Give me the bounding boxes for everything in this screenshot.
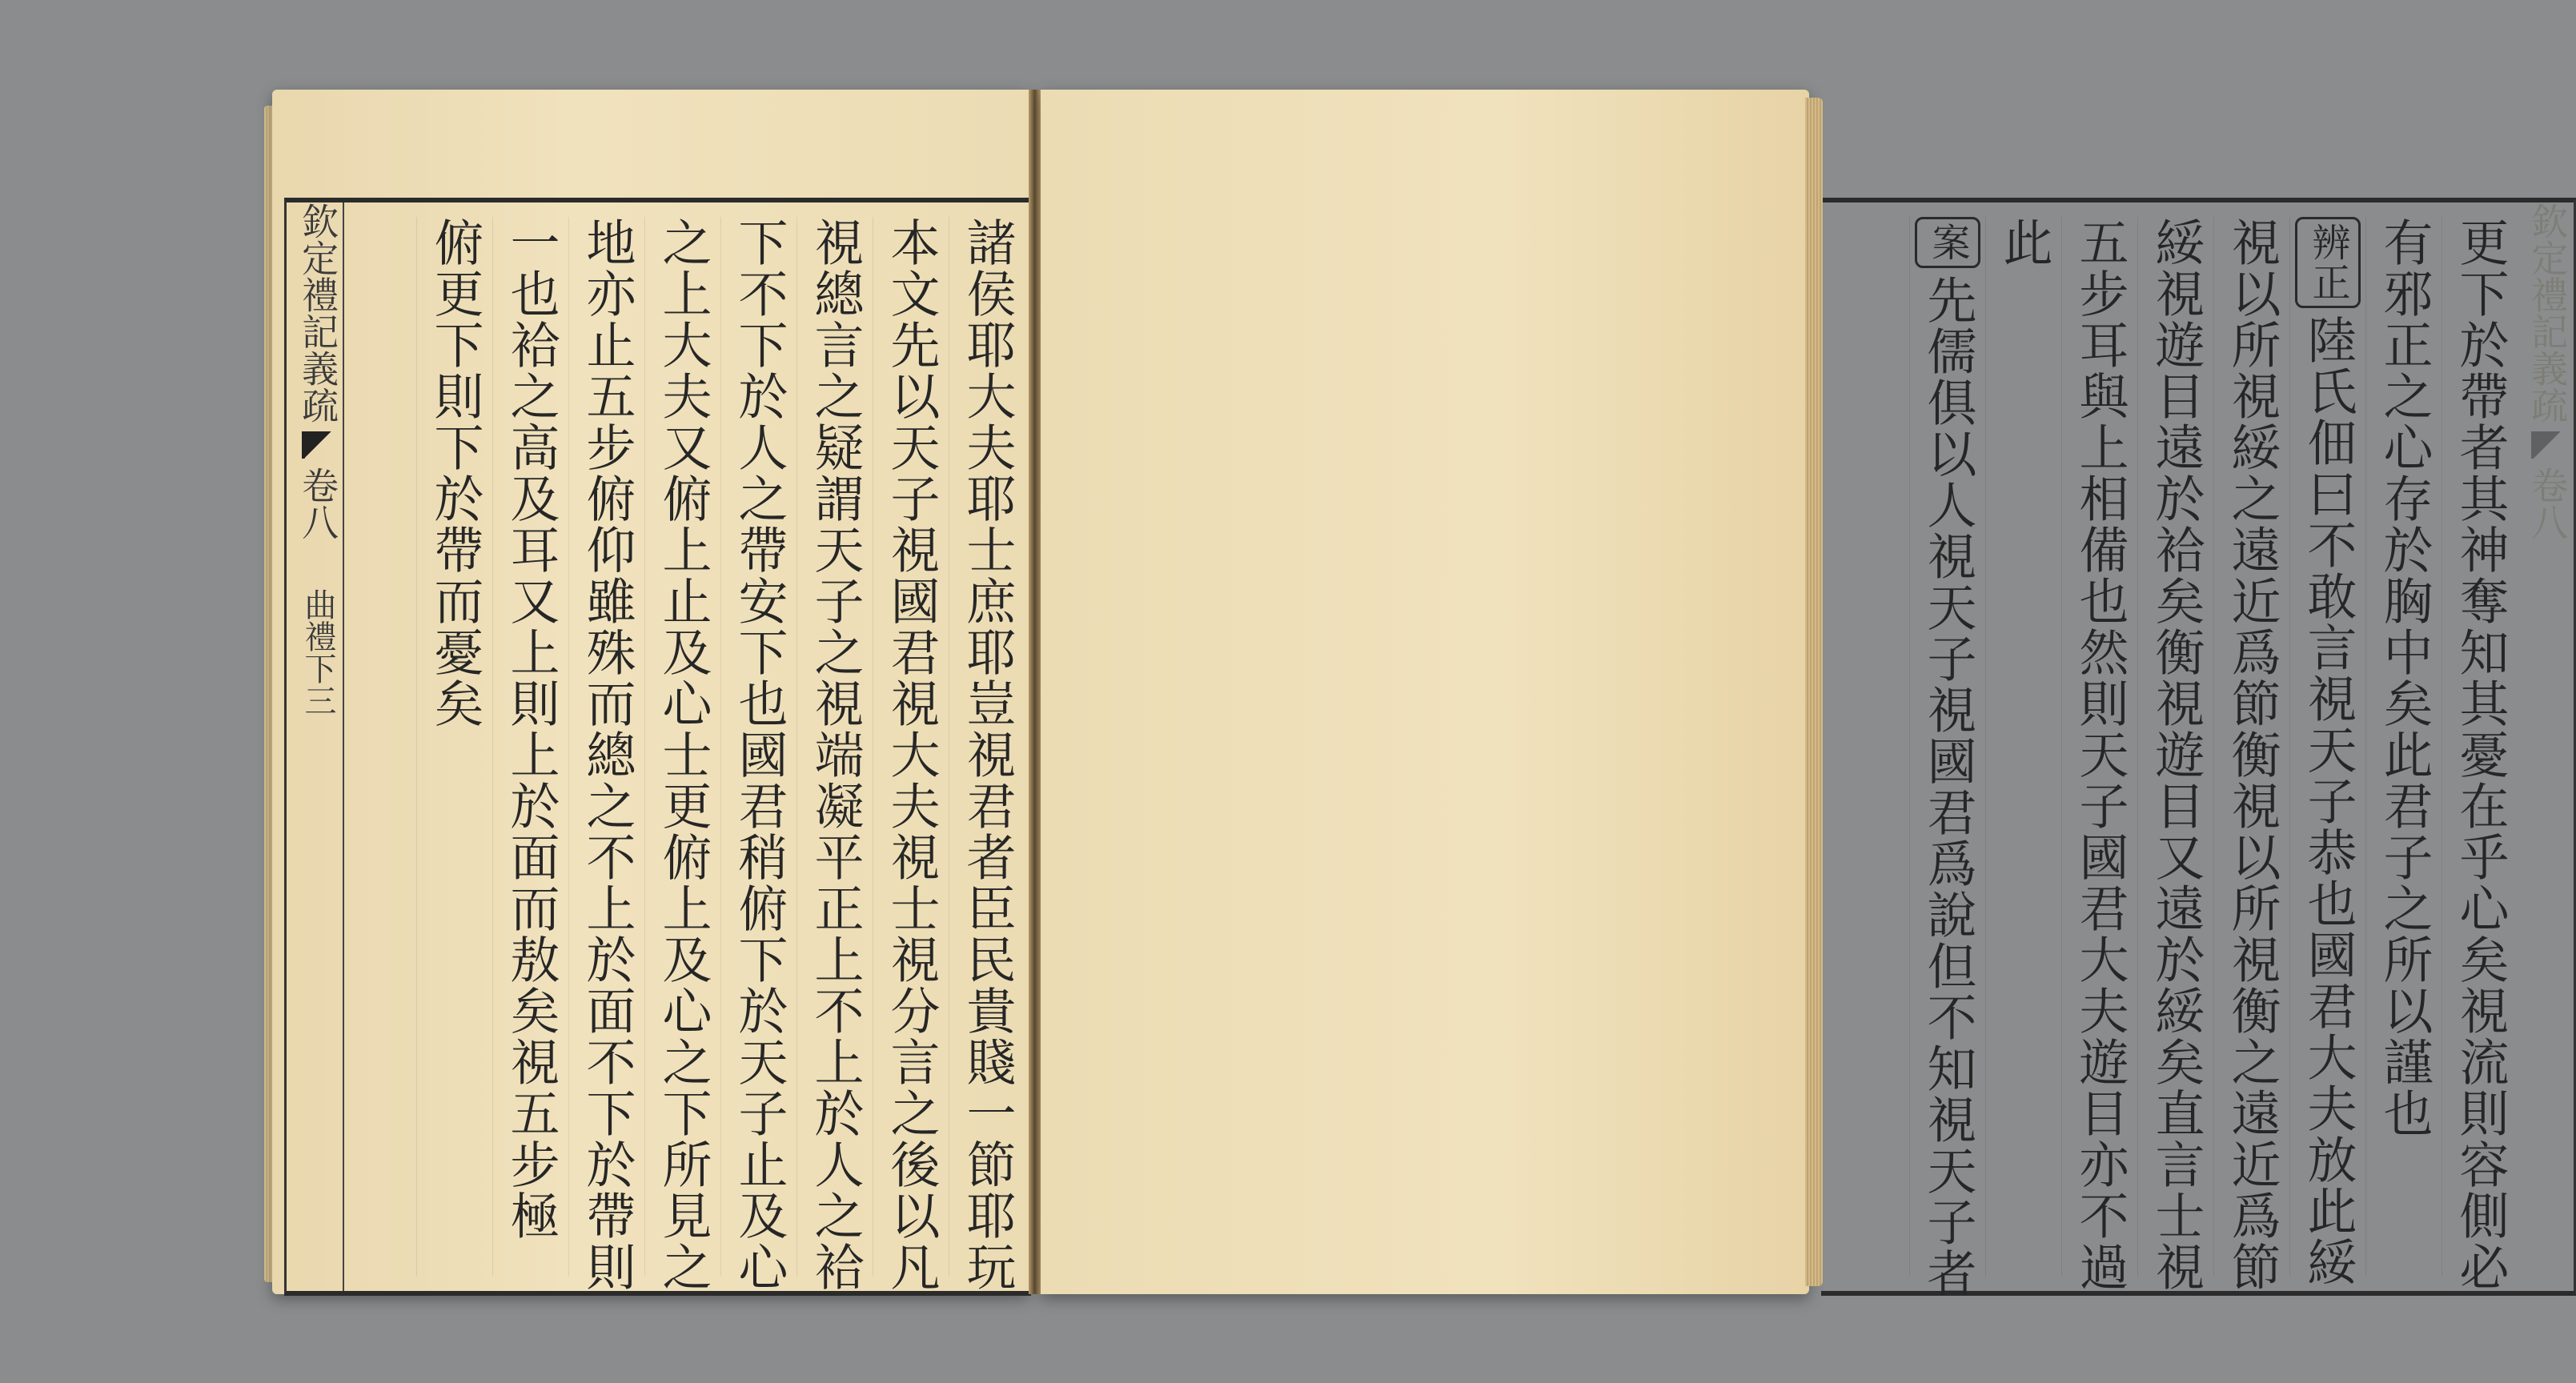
text-column: 視以所視綏之遠近爲節衡視以所視衡之遠近爲節 [2213,217,2289,1277]
section-tag: 辨正 [2295,217,2361,308]
text-column-with-tag [2289,217,2365,1288]
fish-tail-icon [302,431,334,459]
section-tag: 案 [1915,217,1980,268]
text-column-with-tag [1909,217,1985,1299]
text-column-body: 先儒俱以人視天子視國君爲說但不知視天子者 [1919,275,1977,1299]
text-column: 五步耳與上相備也然則天子國君大夫遊目亦不過 [2061,217,2137,1277]
text-column: 之上大夫又俯上止及心士更俯上及心之下所見之 [644,217,720,1277]
left-text-columns [341,217,1025,1293]
book-edge-right [1805,98,1823,1286]
text-column: 綏視遊目遠於袷矣衡視遊目又遠於綏矣直言士視 [2137,217,2213,1277]
right-text-columns [1869,217,2518,1299]
text-column: 下不下於人之帶安下也國君稍俯下於天子止及心 [720,217,796,1277]
text-column-body: 陸氏佃曰不敢言視天子恭也國君大夫放此綏 [2299,315,2357,1288]
volume-label: 卷八 [2526,467,2570,540]
fish-tail-icon [2531,431,2563,459]
left-page [272,90,1029,1294]
volume-label: 卷八 [296,467,340,540]
text-column: 有邪正之心存於胸中矣此君子之所以謹也 [2365,217,2442,1277]
right-page [1041,90,2570,1299]
text-column: 地亦止五步俯仰雖殊而總之不上於面不下於帶則 [568,217,644,1277]
left-banxin [293,202,344,1291]
text-column: 此 [1985,217,2061,1277]
left-frame [284,198,1031,1296]
open-book [264,90,2570,1299]
text-column: 諸侯耶大夫耶士庶耶豈視君者臣民貴賤一節耶玩 [949,217,1025,1277]
right-banxin [2522,202,2572,1291]
book-title: 欽定禮記義疏 [2526,202,2570,423]
text-column: 視總言之疑謂天子之視端凝平正上不上於人之袷 [796,217,873,1277]
text-column: 更下於帶者其神奪知其憂在乎心矣視流則容側必 [2442,217,2518,1277]
chapter-label: 曲禮下三 [299,588,336,716]
text-column: 一也袷之高及耳又上則上於面而敖矣視五步極 [492,217,568,1277]
book-gutter [1029,90,1041,1294]
book-title: 欽定禮記義疏 [296,202,340,423]
right-frame [1821,198,2576,1299]
text-column: 俯更下則下於帶而憂矣 [416,217,492,1277]
text-column: 本文先以天子視國君視大夫視士視分言之後以凡 [873,217,949,1277]
